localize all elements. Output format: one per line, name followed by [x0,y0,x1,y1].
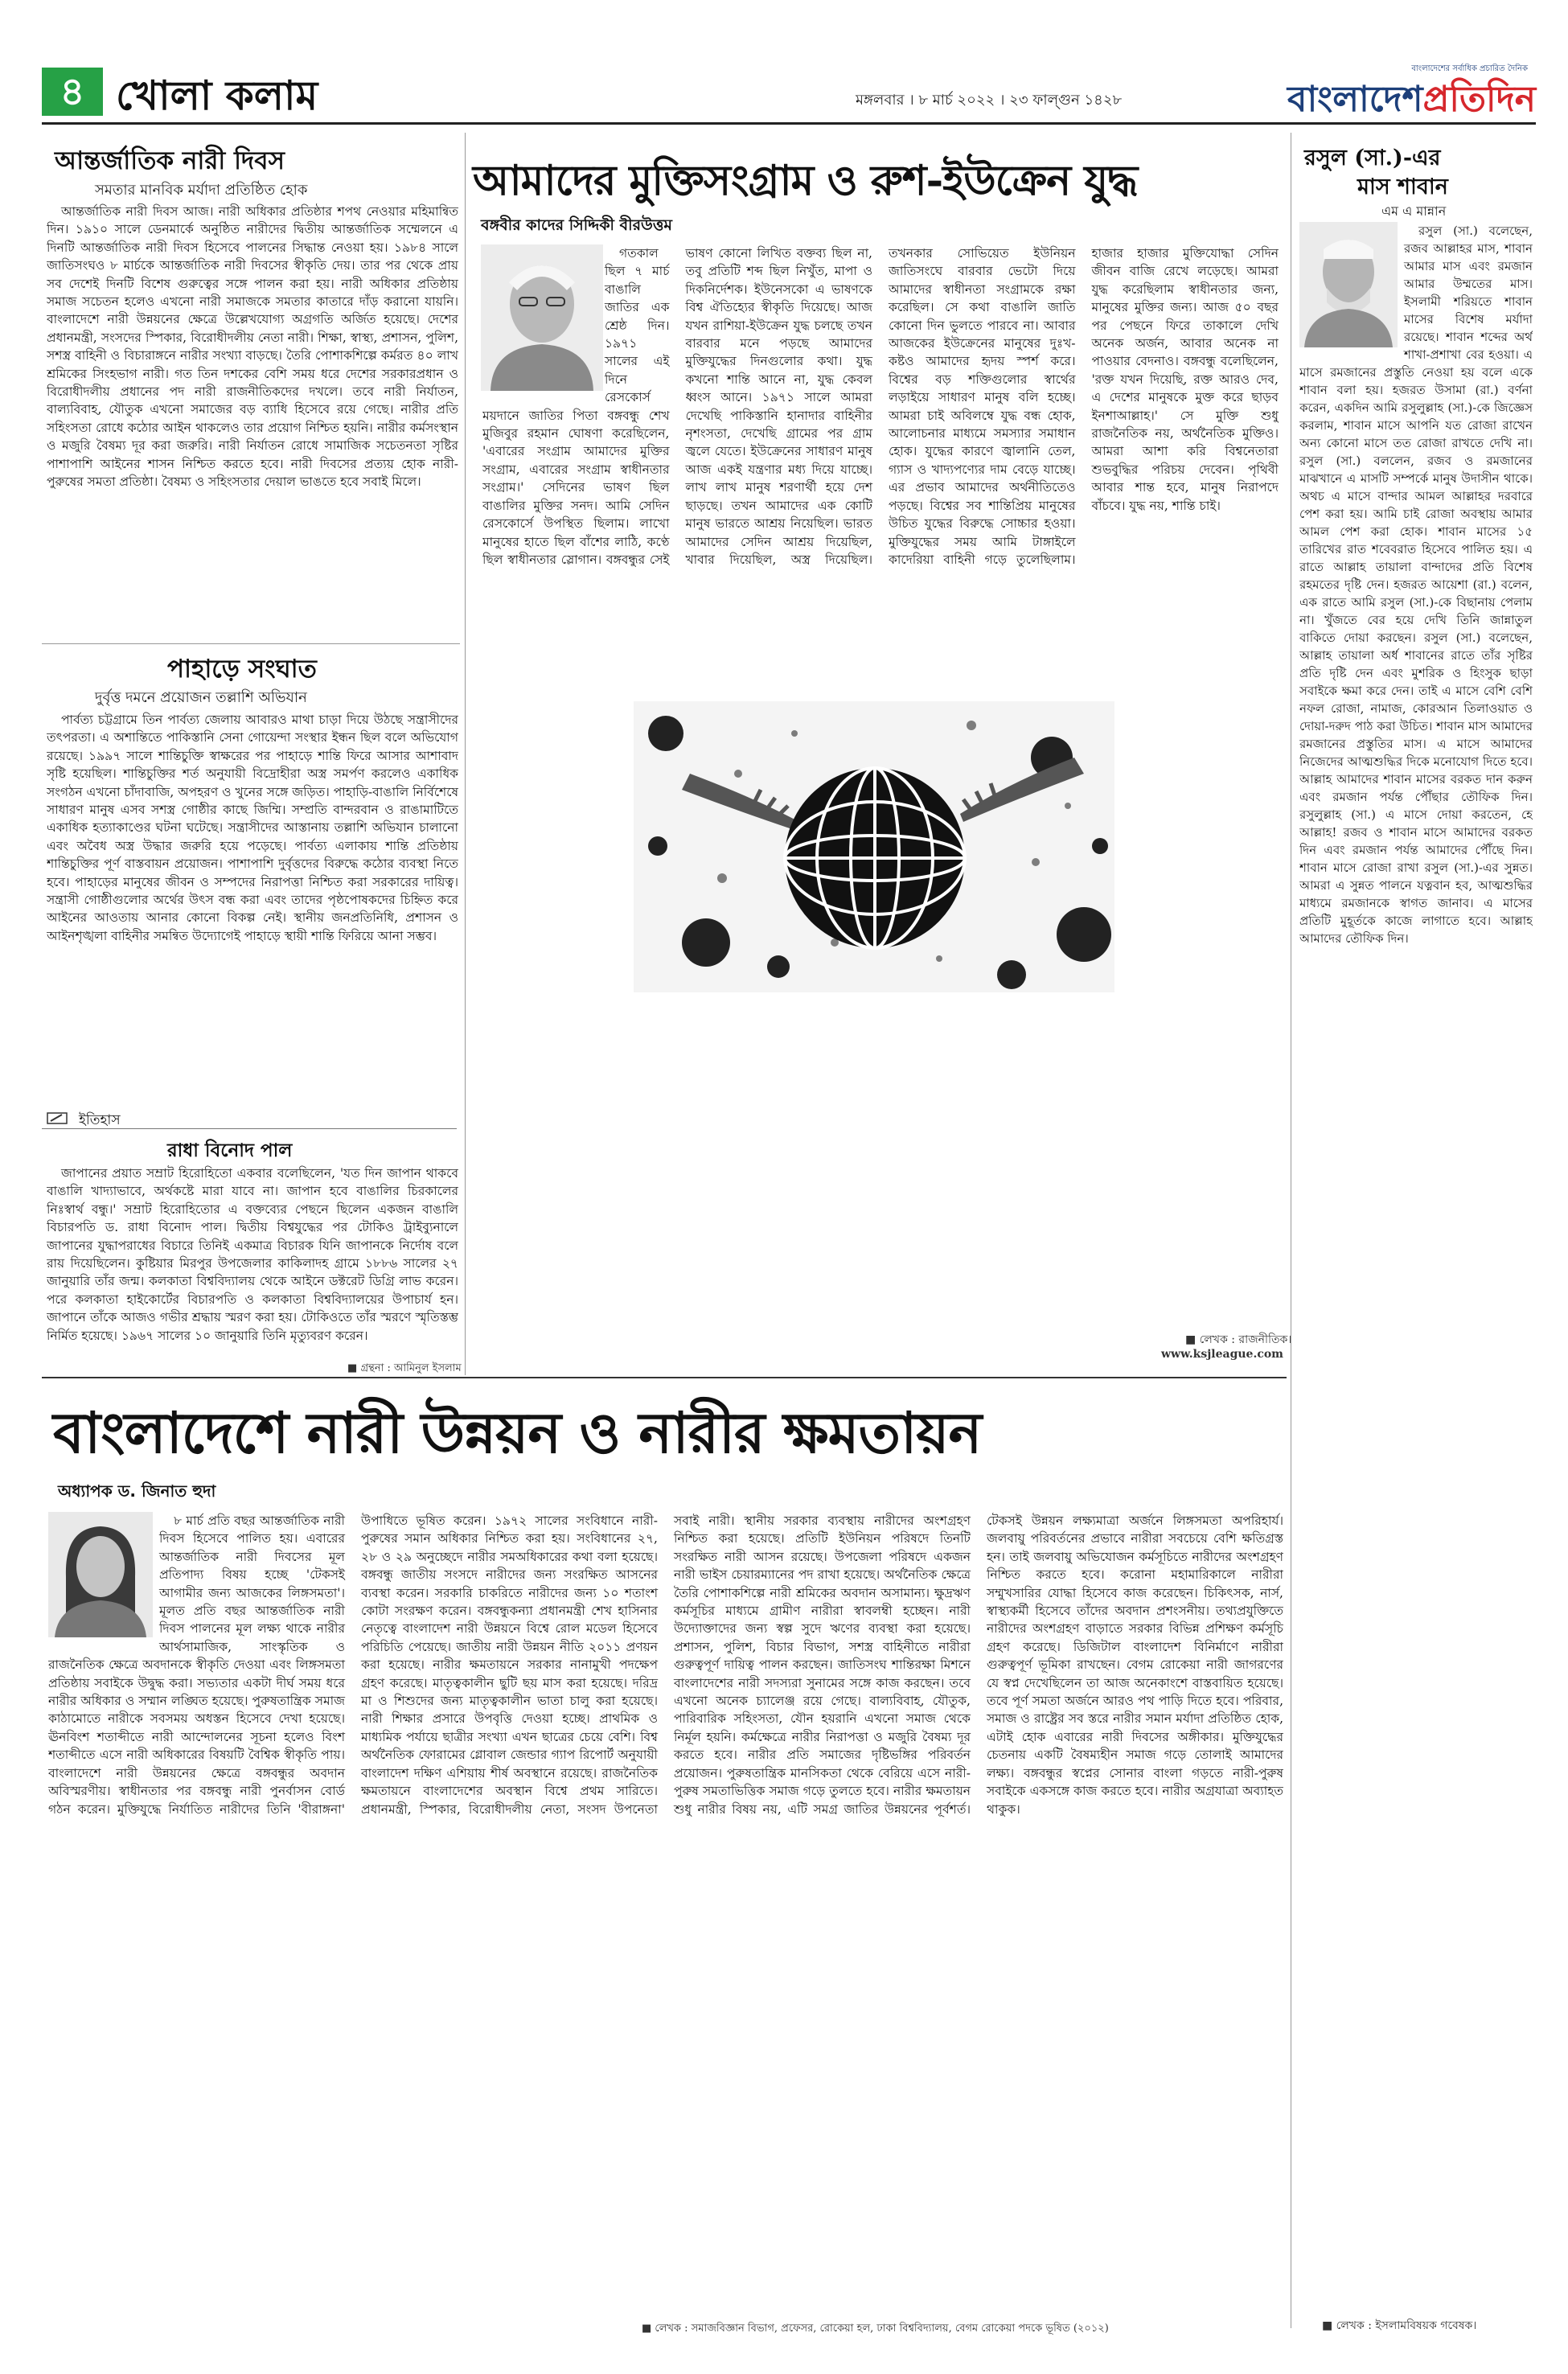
article-subtitle-pahar: দুর্বৃত্ত দমনে প্রয়োজন তল্লাশি অভিযান [95,689,307,706]
article-byline-nari-unnoyon: অধ্যাপক ড. জিনাত হুদা [58,1481,216,1501]
quill-icon [47,1111,68,1125]
article-body-nari-unnoyon: ৮ মার্চ প্রতি বছর আন্তর্জাতিক নারী দিবস হিসেবে পালিত হয়। এবারের আন্তর্জাতিক নারী দিবসের মূল প্রতিপাদ্য বিষয় হচ্ছে 'টেকসই আগামীর জন্য আজকের লিঙ্গসমতা'। মূলত প্রতি বছর আন্তর্জাতিক নারী দিবস পালনের মূল লক্ষ্য থাকে নারীর আর্থসামাজিক, সাংস্কৃতিক ও রাজনৈতিক ক্ষেত্রে অবদানকে স্বীকৃতি দেওয়া এবং লিঙ্গসমতা প্রতিষ্ঠায় সবাইকে উদ্বুদ্ধ করা। সভ্যতার একটা দীর্ঘ সময় ধরে নারীর অধিকার ও সম্মান লঙ্ঘিত হয়েছে। পুরুষতান্ত্রিক সমাজ কাঠামোতে নারীকে সবসময় অধস্তন হিসেবে দেখা হয়েছে। ঊনবিংশ শতাব্দীতে নারী আন্দোলনের সূচনা হলেও বিংশ শতাব্দীতে এসে নারী অধিকারের বিষয়টি বৈশ্বিক স্বীকৃতি পায়। বাংলাদেশে নারী উন্নয়নের ক্ষেত্রে বঙ্গবন্ধুর অবদান অবিস্মরণীয়। স্বাধীনতার পর বঙ্গবন্ধু নারী পুনর্বাসন বোর্ড গঠন করেন। মুক্তিযুদ্ধে নির্যাতিত নারীদের তিনি 'বীরাঙ্গনা' উপাধিতে ভূষিত করেন। ১৯৭২ সালের সংবিধানে নারী-পুরুষের সমান অধিকার নিশ্চিত করা হয়। সংবিধানের ২৭, ২৮ ও ২৯ অনুচ্ছেদে নারীর সমঅধিকারের কথা বলা হয়েছে। বঙ্গবন্ধু জাতীয় সংসদে নারীদের জন্য সংরক্ষিত আসনের ব্যবস্থা করেন। সরকারি চাকরিতে নারীদের জন্য ১০ শতাংশ কোটা সংরক্ষণ করেন। বঙ্গবন্ধুকন্যা প্রধানমন্ত্রী শেখ হাসিনার নেতৃত্বে বাংলাদেশ নারী উন্নয়নে বিশ্বে রোল মডেল হিসেবে পরিচিতি পেয়েছে। জাতীয় নারী উন্নয়ন নীতি ২০১১ প্রণয়ন করা হয়েছে। নারীর ক্ষমতায়নে সরকার নানামুখী পদক্ষেপ গ্রহণ করেছে। মাতৃত্বকালীন ছুটি ছয় মাস করা হয়েছে। দরিদ্র মা ও শিশুদের জন্য মাতৃত্বকালীন ভাতা চালু করা হয়েছে। নারী শিক্ষার প্রসারে উপবৃত্তি দেওয়া হচ্ছে। প্রাথমিক ও মাধ্যমিক পর্যায়ে ছাত্রীর সংখ্যা এখন ছাত্রের চেয়ে বেশি। বিশ্ব অর্থনৈতিক ফোরামের গ্লোবাল জেন্ডার গ্যাপ রিপোর্ট অনুযায়ী বাংলাদেশ দক্ষিণ এশিয়ায় শীর্ষ অবস্থানে রয়েছে। রাজনৈতিক ক্ষমতায়নে বাংলাদেশের অবস্থান বিশ্বে প্রথম সারিতে। প্রধানমন্ত্রী, স্পিকার, বিরোধীদলীয় নেতা, সংসদ উপনেতা সবাই নারী। স্থানীয় সরকার ব্যবস্থায় নারীদের অংশগ্রহণ নিশ্চিত করা হয়েছে। প্রতিটি ইউনিয়ন পরিষদে তিনটি সংরক্ষিত নারী আসন রয়েছে। উপজেলা পরিষদে একজন নারী ভাইস চেয়ারম্যানের পদ রাখা হয়েছে। অর্থনৈতিক ক্ষেত্রে তৈরি পোশাকশিল্পে নারী শ্রমিকের অবদান অসামান্য। ক্ষুদ্রঋণ কর্মসূচির মাধ্যমে গ্রামীণ নারীরা স্বাবলম্বী হচ্ছেন। নারী উদ্যোক্তাদের জন্য স্বল্প সুদে ঋণের ব্যবস্থা করা হয়েছে। প্রশাসন, পুলিশ, বিচার বিভাগ, সশস্ত্র বাহিনীতে নারীরা গুরুত্বপূর্ণ দায়িত্ব পালন করছেন। জাতিসংঘ শান্তিরক্ষা মিশনে বাংলাদেশের নারী সদস্যরা সুনামের সঙ্গে কাজ করছেন। তবে এখনো অনেক চ্যালেঞ্জ রয়ে গেছে। বাল্যবিবাহ, যৌতুক, পারিবারিক সহিংসতা, যৌন হয়রানি এখনো সমাজ থেকে নির্মূল হয়নি। কর্মক্ষেত্রে নারীর নিরাপত্তা ও মজুরি বৈষম্য দূর করতে হবে। নারীর প্রতি সমাজের দৃষ্টিভঙ্গির পরিবর্তন প্রয়োজন। পুরুষতান্ত্রিক মানসিকতা থেকে বেরিয়ে এসে নারী-পুরুষ সমতাভিত্তিক সমাজ গড়ে তুলতে হবে। নারীর ক্ষমতায়ন শুধু নারীর বিষয় নয়, এটি সমগ্র জাতির উন্নয়নের পূর্বশর্ত। টেকসই উন্নয়ন লক্ষ্যমাত্রা অর্জনে লিঙ্গসমতা অপরিহার্য। জলবায়ু পরিবর্তনের প্রভাবে নারীরা সবচেয়ে বেশি ক্ষতিগ্রস্ত হন। তাই জলবায়ু অভিযোজন কর্মসূচিতে নারীদের অংশগ্রহণ নিশ্চিত করতে হবে। করোনা মহামারিকালে নারীরা সম্মুখসারির যোদ্ধা হিসেবে কাজ করেছেন। চিকিৎসক, নার্স, স্বাস্থ্যকর্মী হিসেবে তাঁদের অবদান প্রশংসনীয়। তথ্যপ্রযুক্তিতে নারীদের অংশগ্রহণ বাড়াতে সরকার বিভিন্ন প্রশিক্ষণ কর্মসূচি গ্রহণ করেছে। ডিজিটাল বাংলাদেশ বিনির্মাণে নারীরা গুরুত্বপূর্ণ ভূমিকা রাখছেন। বেগম রোকেয়া নারী জাগরণের যে স্বপ্ন দেখেছিলেন তা আজ অনেকাংশে বাস্তবায়িত হয়েছে। তবে পূর্ণ সমতা অর্জনে আরও পথ পাড়ি দিতে হবে। পরিবার, সমাজ ও রাষ্ট্রের সব স্তরে নারীর সমান মর্যাদা প্রতিষ্ঠিত হোক, এটাই হোক এবারের নারী দিবসের অঙ্গীকার। মুক্তিযুদ্ধের চেতনায় একটি বৈষম্যহীন সমাজ গড়ে তোলাই আমাদের লক্ষ্য। বঙ্গবন্ধুর স্বপ্নের সোনার বাংলা গড়তে নারী-পুরুষ সবাইকে একসঙ্গে কাজ করতে হবে। নারীর অগ্রযাত্রা অব্যাহত থাকুক। [48,1514,1283,1817]
article-title2-rasul: মাস শাবান [1357,175,1448,199]
article-body-muktisongram: গতকাল ছিল ৭ মার্চ বাঙালি জাতির এক শ্রেষ্ঠ দিন। ১৯৭১ সালের এই দিনে রেসকোর্স ময়দানে জাতির পিতা বঙ্গবন্ধু শেখ মুজিবুর রহমান ঘোষণা করেছিলেন, 'এবারের সংগ্রাম আমাদের মুক্তির সংগ্রাম, এবারের সংগ্রাম স্বাধীনতার সংগ্রাম।' সেদিনের ভাষণ ছিল বাঙালির মুক্তির সনদ। আমি সেদিন রেসকোর্সে উপস্থিত ছিলাম। লাখো মানুষের হাতে ছিল বাঁশের লাঠি, কণ্ঠে ছিল স্বাধীনতার স্লোগান। বঙ্গবন্ধুর সেই ভাষণ কোনো লিখিত বক্তব্য ছিল না, তবু প্রতিটি শব্দ ছিল নিখুঁত, মাপা ও দিকনির্দেশক। ইউনেসকো এ ভাষণকে বিশ্ব ঐতিহ্যের স্বীকৃতি দিয়েছে। আজ যখন রাশিয়া-ইউক্রেন যুদ্ধ চলছে তখন বারবার মনে পড়ছে আমাদের মুক্তিযুদ্ধের দিনগুলোর কথা। যুদ্ধ কখনো শান্তি আনে না, যুদ্ধ কেবল ধ্বংস আনে। ১৯৭১ সালে আমরা দেখেছি পাকিস্তানি হানাদার বাহিনীর নৃশংসতা, দেখেছি গ্রামের পর গ্রাম জ্বলে যেতে। ইউক্রেনের সাধারণ মানুষ আজ একই যন্ত্রণার মধ্য দিয়ে যাচ্ছে। লাখ লাখ মানুষ শরণার্থী হয়ে দেশ ছাড়ছে। তখন আমাদের এক কোটি মানুষ ভারতে আশ্রয় নিয়েছিল। ভারত আমাদের সেদিন আশ্রয় দিয়েছিল, খাবার দিয়েছিল, অস্ত্র দিয়েছিল। তখনকার সোভিয়েত ইউনিয়ন জাতিসংঘে বারবার ভেটো দিয়ে আমাদের স্বাধীনতা সংগ্রামকে রক্ষা করেছিল। সে কথা বাঙালি জাতি কোনো দিন ভুলতে পারবে না। আবার আজকের ইউক্রেনের মানুষের দুঃখ-কষ্টও আমাদের হৃদয় স্পর্শ করে। বিশ্বের বড় শক্তিগুলোর স্বার্থের লড়াইয়ে সাধারণ মানুষ বলি হচ্ছে। আমরা চাই অবিলম্বে যুদ্ধ বন্ধ হোক, আলোচনার মাধ্যমে সমস্যার সমাধান হোক। যুদ্ধের কারণে জ্বালানি তেল, গ্যাস ও খাদ্যপণ্যের দাম বেড়ে যাচ্ছে। এর প্রভাব আমাদের অর্থনীতিতেও পড়ছে। বিশ্বের সব শান্তিপ্রিয় মানুষের উচিত যুদ্ধের বিরুদ্ধে সোচ্চার হওয়া। মুক্তিযুদ্ধের সময় আমি টাঙ্গাইলে কাদেরিয়া বাহিনী গড়ে তুলেছিলাম। হাজার হাজার মুক্তিযোদ্ধা সেদিন জীবন বাজি রেখে লড়েছে। আমরা যুদ্ধ করেছিলাম স্বাধীনতার জন্য, মানুষের মুক্তির জন্য। আজ ৫০ বছর পর পেছনে ফিরে তাকালে দেখি অনেক অর্জন, আবার অনেক না পাওয়ার বেদনাও। বঙ্গবন্ধু বলেছিলেন, 'রক্ত যখন দিয়েছি, রক্ত আরও দেব, এ দেশের মানুষকে মুক্ত করে ছাড়ব ইনশাআল্লাহ।' সে মুক্তি শুধু রাজনৈতিক নয়, অর্থনৈতিক মুক্তিও। আমরা আশা করি বিশ্বনেতারা শুভবুদ্ধির পরিচয় দেবেন। পৃথিবী আবার শান্ত হবে, মানুষ নিরাপদে বাঁচবে। যুদ্ধ নয়, শান্তি চাই। [482,246,1279,567]
section-title: খোলা কলাম [116,72,318,119]
divider [42,643,460,644]
logo-main: বাংলাদেশ [1287,79,1423,120]
page-number: ৪ [42,68,103,116]
article-body-itihas: জাপানের প্রয়াত সম্রাট হিরোহিতো একবার বলেছিলেন, 'যত দিন জাপান থাকবে বাঙালি খাদ্যাভাবে, অর্থকষ্টে মারা যাবে না। জাপান হবে বাঙালির চিরকালের নিঃস্বার্থ বন্ধু।' সম্রাট হিরোহিতোর এ বক্তব্যের পেছনে ছিলেন একজন বাঙালি বিচারপতি ড. রাধা বিনোদ পাল। দ্বিতীয় বিশ্বযুদ্ধের পর টোকিও ট্রাইব্যুনালে জাপানের যুদ্ধাপরাধের বিচারে তিনিই একমাত্র বিচারক যিনি জাপানকে নির্দোষ বলে রায় দিয়েছিলেন। কুষ্টিয়ার মিরপুর উপজেলার কাকিলাদহ গ্রামে ১৮৮৬ সালের ২৭ জানুয়ারি তাঁর জন্ম। কলকাতা বিশ্ববিদ্যালয় থেকে আইনে ডক্টরেট ডিগ্রি লাভ করেন। পরে কলকাতা হাইকোর্টের বিচারপতি ও কলকাতা বিশ্ববিদ্যালয়ের উপাচার্য হন। জাপানে তাঁকে আজও গভীর শ্রদ্ধায় স্মরণ করা হয়। টোকিওতে তাঁর স্মরণে স্মৃতিস্তম্ভ নির্মিত হয়েছে। ১৯৬৭ সালের ১০ জানুয়ারি তিনি মৃত্যুবরণ করেন। [47,1166,458,1343]
logo-accent: প্রতিদিন [1422,79,1536,120]
photo-spacer [1299,222,1404,354]
article-body-pahar: পার্বত্য চট্টগ্রামে তিন পার্বত্য জেলায় আবারও মাথা চাড়া দিয়ে উঠছে সন্ত্রাসীদের তৎপরতা। এ অশান্তিতে পাকিস্তানি সেনা গোয়েন্দা সংস্থার ইন্ধন ছিল বলে অভিযোগ রয়েছে। ১৯৯৭ সালে শান্তিচুক্তি স্বাক্ষরের পর পাহাড়ে শান্তি ফিরে আসার আশাবাদ সৃষ্টি হয়েছিল। শান্তিচুক্তির শর্ত অনুযায়ী বিদ্রোহীরা অস্ত্র সমর্পণ করলেও একাধিক সংগঠন এখনো চাঁদাবাজি, অপহরণ ও খুনের সঙ্গে জড়িত। পাহাড়ি-বাঙালি নির্বিশেষে সাধারণ মানুষ এসব সশস্ত্র গোষ্ঠীর কাছে জিম্মি। সম্প্রতি বান্দরবান ও রাঙামাটিতে একাধিক হত্যাকাণ্ডের ঘটনা ঘটেছে। সন্ত্রাসীদের আস্তানায় তল্লাশি অভিযান চালানো এবং অবৈধ অস্ত্র উদ্ধার জরুরি হয়ে পড়েছে। পার্বত্য এলাকায় শান্তি প্রতিষ্ঠায় শান্তিচুক্তির পূর্ণ বাস্তবায়ন প্রয়োজন। পাশাপাশি দুর্বৃত্তদের বিরুদ্ধে কঠোর ব্যবস্থা নিতে হবে। পাহাড়ের মানুষের জীবন ও সম্পদের নিরাপত্তা নিশ্চিত করা সরকারের দায়িত্ব। সন্ত্রাসী গোষ্ঠীগুলোর অর্থের উৎস বন্ধ করা এবং তাদের পৃষ্ঠপোষকদের চিহ্নিত করে আইনের আওতায় আনার কোনো বিকল্প নেই। স্থানীয় জনপ্রতিনিধি, প্রশাসন ও আইনশৃঙ্খলা বাহিনীর সমন্বিত উদ্যোগেই পাহাড়ে স্থায়ী শান্তি ফিরিয়ে আনা সম্ভব। [47,713,458,943]
column-rule [465,133,466,1375]
article-footnote-nari-unnoyon: ■ লেখক : সমাজবিজ্ঞান বিভাগ, প্রফেসর, রোকেয়া হল, ঢাকা বিশ্ববিদ্যালয়, বেগম রোকেয়া পদকে ভূষিত (২০১২) [642,2323,1109,2335]
article-title-rasul: রসুল (সা.)-এর [1304,146,1441,170]
header-rule [42,122,1536,125]
photo-spacer [482,244,605,397]
article-title-muktisongram: আমাদের মুক্তিসংগ্রাম ও রুশ-ইউক্রেন যুদ্ধ [473,156,1138,205]
article-byline-rasul: এম এ মান্নান [1381,203,1447,219]
itihas-label: ইতিহাস [79,1112,121,1128]
article-body-nari-dibos: আন্তর্জাতিক নারী দিবস আজ। নারী অধিকার প্রতিষ্ঠার শপথ নেওয়ার মহিমান্বিত দিন। ১৯১০ সালে ডেনমার্কে অনুষ্ঠিত নারীদের দ্বিতীয় আন্তর্জাতিক সম্মেলনে এ দিনটি আন্তর্জাতিক নারী দিবস হিসেবে পালনের সিদ্ধান্ত নেওয়া হয়। ১৯৮৪ সালে জাতিসংঘও ৮ মার্চকে আন্তর্জাতিক নারী দিবসের স্বীকৃতি দেয়। তার পর থেকে প্রায় সব দেশেই দিনটি বিশেষ গুরুত্বের সঙ্গে পালন করা হয়। নারী অধিকার প্রতিষ্ঠায় সমাজ সচেতন হলেও এখনো নারী সমাজকে সমতার কাতারে দাঁড় করানো যায়নি। বাংলাদেশে নারী উন্নয়নের ক্ষেত্রে উল্লেখযোগ্য অগ্রগতি অর্জিত হয়েছে। দেশের প্রধানমন্ত্রী, সংসদের স্পিকার, বিরোধীদলীয় নেতা নারী। শিক্ষা, স্বাস্থ্য, প্রশাসন, পুলিশ, সশস্ত্র বাহিনী ও বিচারাঙ্গনে নারীর সংখ্যা বাড়ছে। তৈরি পোশাকশিল্পে কর্মরত ৪০ লাখ শ্রমিকের সিংহভাগ নারী। গত তিন দশকের বেশি সময় ধরে দেশের সরকারপ্রধান ও বিরোধীদলীয় প্রধানের পদ নারী রাজনীতিকদের দখলে। তবে নারী নির্যাতন, বাল্যবিবাহ, যৌতুক এখনো সমাজের বড় ব্যাধি হিসেবে রয়ে গেছে। নারীর প্রতি সহিংসতা রোধে কঠোর আইন থাকলেও তার প্রয়োগ নিশ্চিত হয়নি। নারীর কর্মসংস্থান ও মজুরি বৈষম্য দূর করা জরুরি। নারী নির্যাতন রোধে সামাজিক সচেতনতা সৃষ্টির পাশাপাশি আইনের শাসন নিশ্চিত করতে হবে। নারী দিবসের প্রত্যয় হোক নারী-পুরুষের সমতা প্রতিষ্ঠা। বৈষম্য ও সহিংসতার দেয়াল ভাঙতে হবে সবাই মিলে। [47,204,458,490]
article-footnote-rasul: ■ লেখক : ইসলামবিষয়ক গবেষক। [1322,2319,1477,2332]
article-title-itihas: রাধা বিনোদ পাল [167,1140,293,1161]
article-footnote-muktisongram: ■ লেখক : রাজনীতিক। [1185,1333,1292,1346]
itihas-header [42,1108,457,1129]
masthead [42,63,1536,119]
logo-tagline: বাংলাদেশের সর্বাধিক প্রচারিত দৈনিক [1411,64,1528,73]
section-rule [42,1377,1287,1378]
article-byline-muktisongram: বঙ্গবীর কাদের সিদ্দিকী বীরউত্তম [481,216,672,234]
author-website-link[interactable]: www.ksjleague.com [1161,1348,1283,1361]
article-title-nari-dibos: আন্তর্জাতিক নারী দিবস [55,146,285,175]
article-subtitle-nari-dibos: সমতার মানবিক মর্যাদা প্রতিষ্ঠিত হোক [95,182,308,199]
article-body-rasul: রসুল (সা.) বলেছেন, রজব আল্লাহর মাস, শাবান আমার মাস এবং রমজান আমার উম্মতের মাস। ইসলামী শরিয়তে শাবান মাসের বিশেষ মর্যাদা রয়েছে। শাবান শব্দের অর্থ শাখা-প্রশাখা বের হওয়া। এ মাসে রমজানের প্রস্তুতি নেওয়া হয় বলে একে শাবান বলা হয়। হজরত উসামা (রা.) বর্ণনা করেন, একদিন আমি রসুলুল্লাহ (সা.)-কে জিজ্ঞেস করলাম, শাবান মাসে আপনি যত রোজা রাখেন অন্য কোনো মাসে তত রোজা রাখতে দেখি না। রসুল (সা.) বললেন, রজব ও রমজানের মাঝখানে এ মাসটি সম্পর্কে মানুষ উদাসীন থাকে। অথচ এ মাসে বান্দার আমল আল্লাহর দরবারে পেশ করা হয়। আমি চাই রোজা অবস্থায় আমার আমল পেশ করা হোক। শাবান মাসের ১৫ তারিখের রাত শবেবরাত হিসেবে পালিত হয়। এ রাতে আল্লাহ তায়ালা বান্দাদের প্রতি বিশেষ রহমতের দৃষ্টি দেন। হজরত আয়েশা (রা.) বলেন, এক রাতে আমি রসুল (সা.)-কে বিছানায় পেলাম না। খুঁজতে বের হয়ে দেখি তিনি জান্নাতুল বাকিতে দোয়া করছেন। রসুল (সা.) বলেছেন, আল্লাহ তায়ালা অর্ধ শাবানের রাতে তাঁর সৃষ্টির প্রতি দৃষ্টি দেন এবং মুশরিক ও হিংসুক ছাড়া সবাইকে ক্ষমা করে দেন। তাই এ মাসে বেশি বেশি নফল রোজা, নামাজ, কোরআন তিলাওয়াত ও দোয়া-দরুদ পাঠ করা উচিত। শাবান মাস আমাদের রমজানের প্রস্তুতির মাস। এ মাসে আমাদের নিজেদের আত্মশুদ্ধির দিকে মনোযোগ দিতে হবে। আল্লাহ আমাদের শাবান মাসের বরকত দান করুন এবং রমজান পর্যন্ত পৌঁছার তৌফিক দিন। রসুলুল্লাহ (সা.) এ মাসে দোয়া করতেন, হে আল্লাহ! রজব ও শাবান মাসে আমাদের বরকত দিন এবং রমজান পর্যন্ত আমাদের পৌঁছে দিন। শাবান মাসে রোজা রাখা রসুল (সা.)-এর সুন্নত। আমরা এ সুন্নত পালনে যত্নবান হব, আত্মশুদ্ধির মাধ্যমে রমজানকে স্বাগত জানাব। এ মাসের প্রতিটি মুহূর্তকে কাজে লাগাতে হবে। আল্লাহ আমাদের তৌফিক দিন। [1299,224,1533,946]
article-title-nari-unnoyon: বাংলাদেশে নারী উন্নয়ন ও নারীর ক্ষমতায়ন [53,1399,982,1466]
article-credit-itihas: ■ গ্রন্থনা : আমিনুল ইসলাম [347,1362,462,1374]
issue-date: মঙ্গলবার । ৮ মার্চ ২০২২ । ২৩ ফাল্গুন ১৪২৮ [856,92,1123,109]
article-title-pahar: পাহাড়ে সংঘাত [167,655,317,684]
photo-spacer [48,1512,159,1645]
